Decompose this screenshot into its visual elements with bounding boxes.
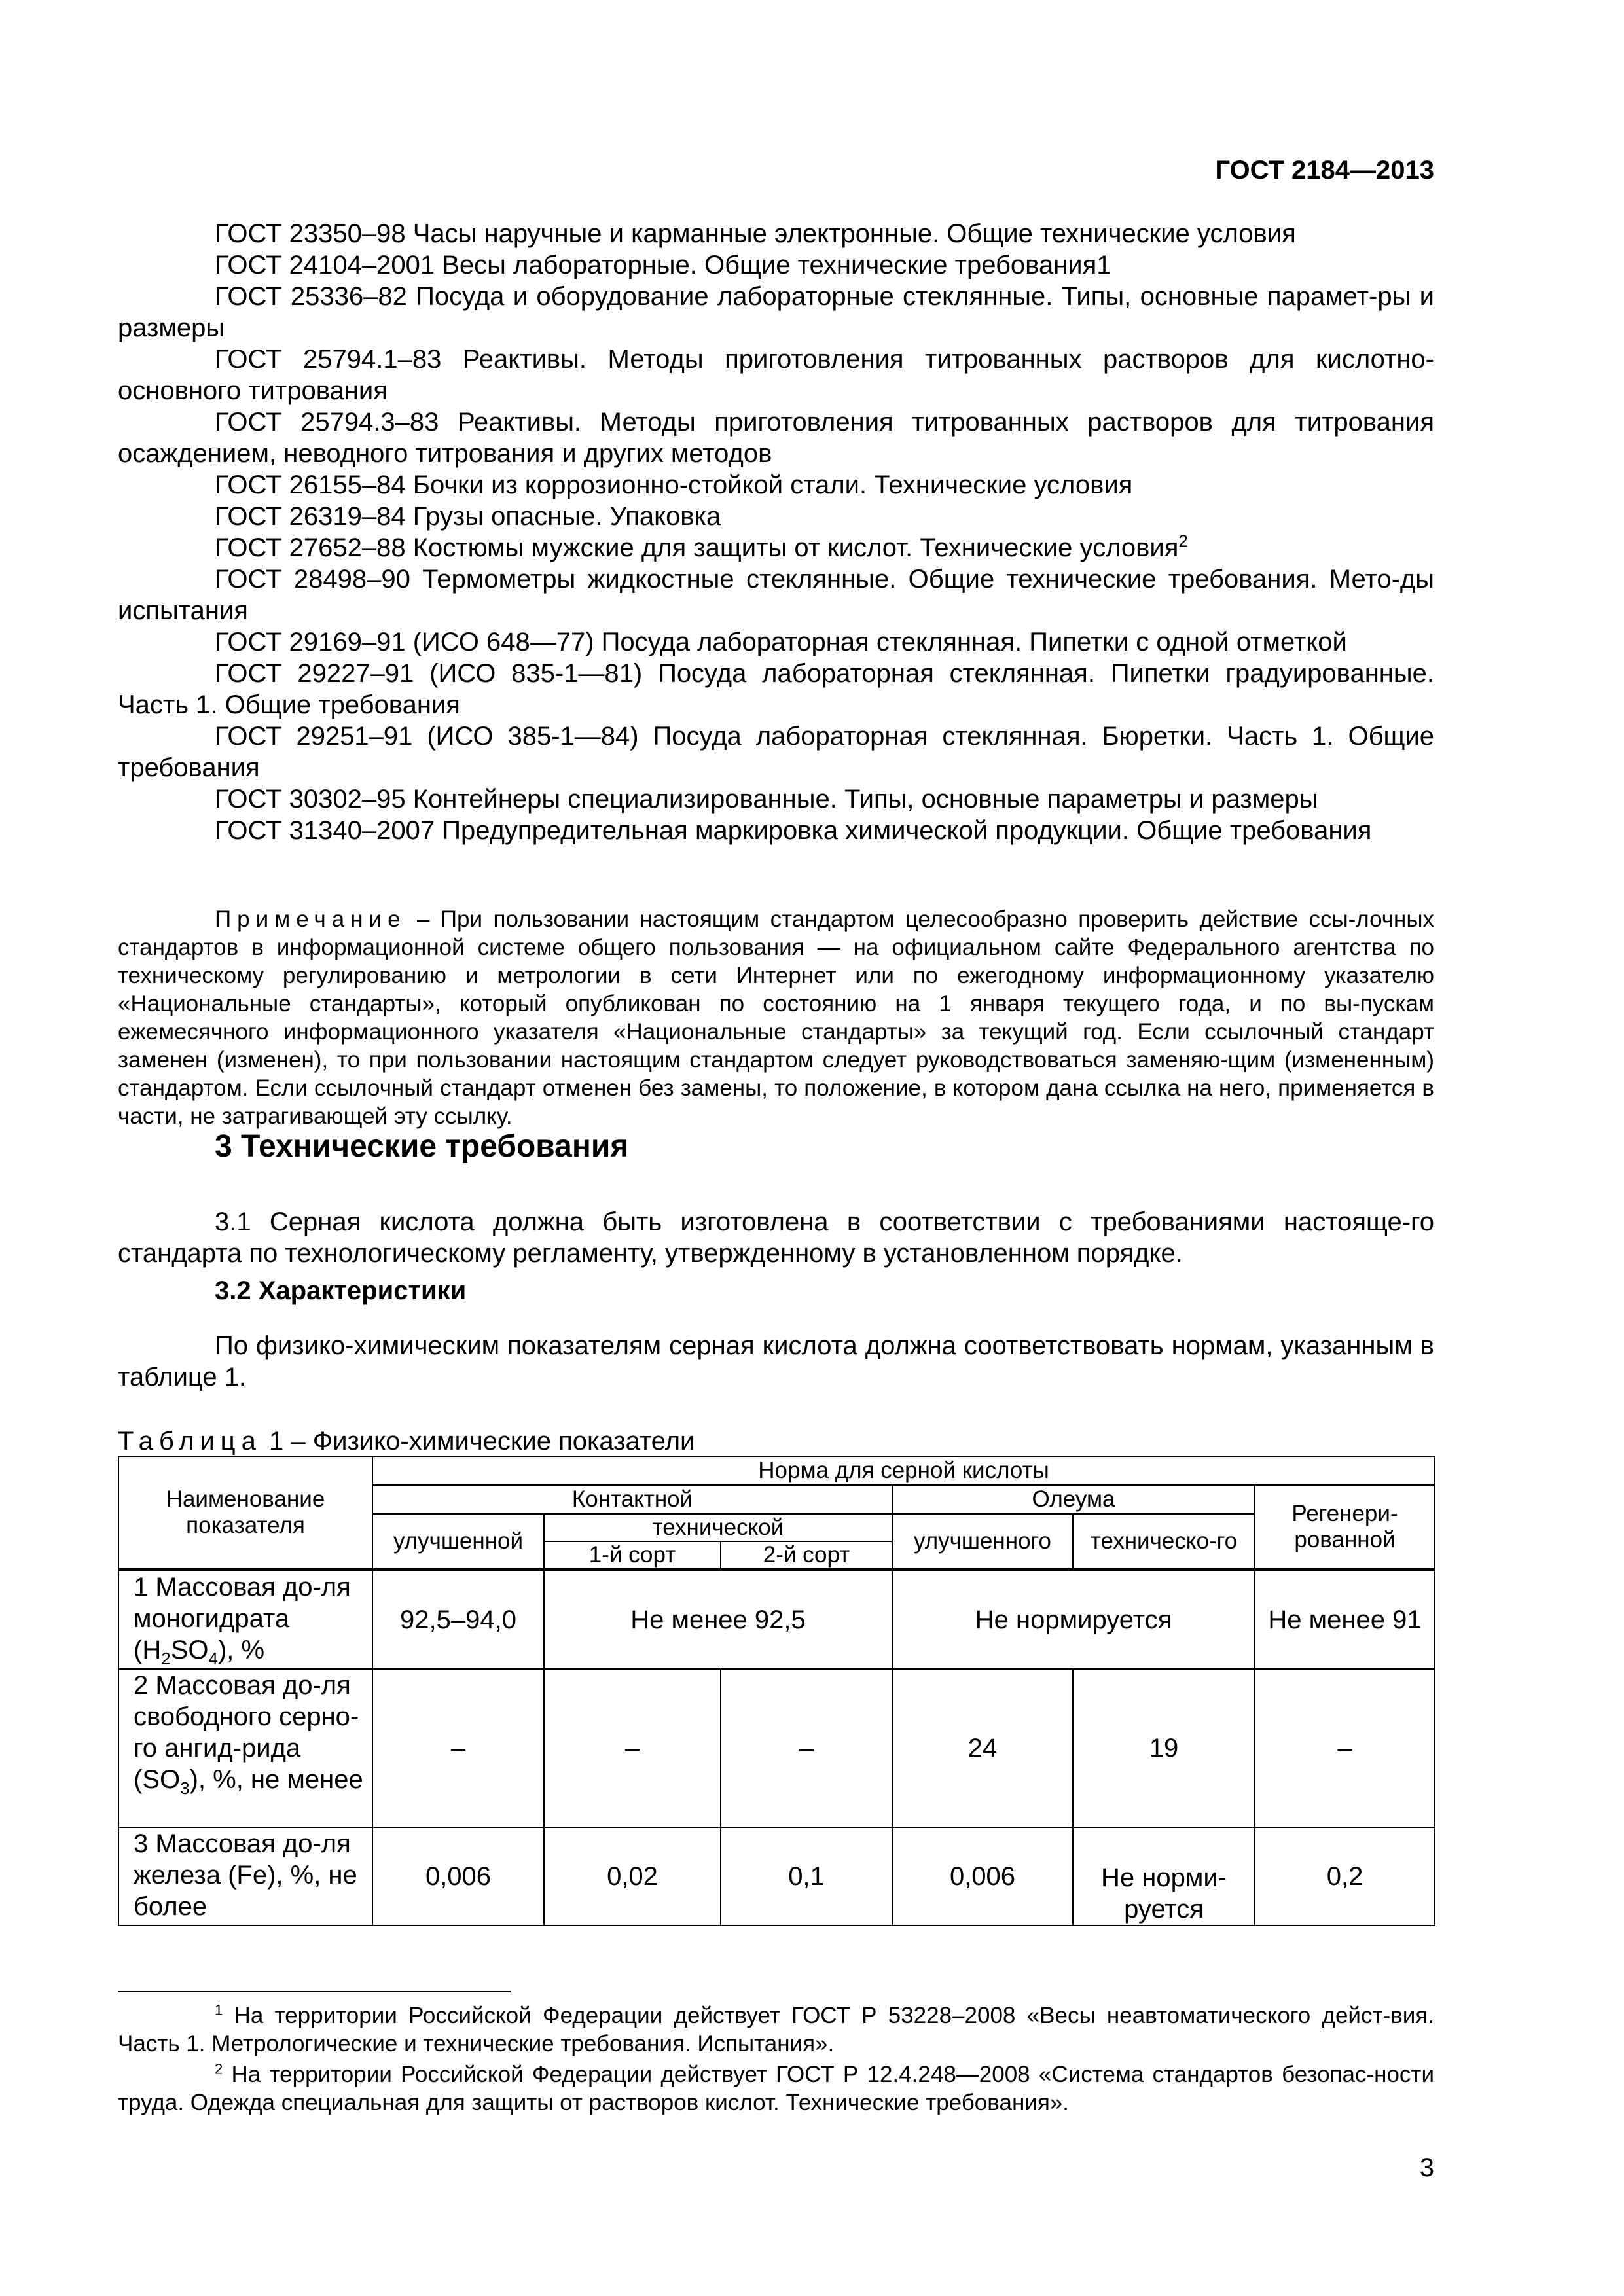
paragraph-3-2: По физико-химическим показателям серная кислота должна соответствовать нормам, указанным в таблице 1. <box>118 1331 1434 1391</box>
header-norm: Норма для серной кислоты <box>372 1456 1435 1485</box>
row-name-text: 1 Массовая до-ля моногидрата (H <box>134 1573 351 1664</box>
reference-item: ГОСТ 23350–98 Часы наручные и карманные электронные. Общие технические условия <box>215 219 1296 248</box>
section-heading: 3 Технические требования <box>215 1129 629 1164</box>
reference-item: ГОСТ 28498–90 Термометры жидкостные стеклянные. Общие технические требования. Мето-ды испытания <box>118 565 1434 625</box>
subscript: 2 <box>161 1649 171 1668</box>
header-technical-oleum: техническо-го <box>1073 1514 1255 1570</box>
cell-value: – <box>1255 1669 1435 1827</box>
header-oleum: Олеума <box>892 1485 1255 1514</box>
row-name-text: 2 Массовая до-ля свободного серно-го ангид-рида (SO <box>134 1671 359 1794</box>
cell-value: 0,006 <box>892 1827 1073 1926</box>
row-name-text: SO <box>170 1636 209 1664</box>
header-technical-contact: технической <box>544 1514 892 1541</box>
header-grade-1: 1-й сорт <box>544 1541 721 1570</box>
footnote-number: 2 <box>215 2060 223 2077</box>
reference-item: ГОСТ 24104–2001 Весы лабораторные. Общие технические требования1 <box>215 251 1111 279</box>
row-name <box>118 1570 372 1670</box>
footnote <box>118 2060 1434 2117</box>
cell-value: 19 <box>1073 1669 1255 1827</box>
cell-value: 0,1 <box>721 1827 892 1926</box>
cell-value: Не менее 92,5 <box>544 1570 892 1670</box>
cell-value: – <box>721 1669 892 1827</box>
note-label: Примечание <box>215 906 406 932</box>
cell-value: 0,2 <box>1255 1827 1435 1926</box>
subheading-3-2: 3.2 Характеристики <box>215 1276 467 1305</box>
table-row <box>118 1827 1435 1926</box>
reference-item: ГОСТ 29251–91 (ИСО 385-1—84) Посуда лабораторная стеклянная. Бюретки. Часть 1. Общие требования <box>118 722 1434 782</box>
reference-item: ГОСТ 25794.1–83 Реактивы. Методы приготовления титрованных растворов для кислотно-основного титрования <box>118 345 1434 405</box>
cell-value: Не нормируется <box>892 1570 1255 1670</box>
reference-item: ГОСТ 25336–82 Посуда и оборудование лабораторные стеклянные. Типы, основные парамет-ры и размеры <box>118 282 1434 342</box>
cell-value: – <box>372 1669 544 1827</box>
table-caption-label: Таблица <box>118 1427 262 1456</box>
row-name-text: ), %, не менее <box>189 1765 363 1794</box>
note-paragraph <box>118 905 1434 1130</box>
header-contact: Контактной <box>372 1485 892 1514</box>
reference-item: ГОСТ 29227–91 (ИСО 835-1—81) Посуда лабораторная стеклянная. Пипетки градуированные. Часть 1. Общие требования <box>118 659 1434 719</box>
footnote-divider <box>118 1991 511 1992</box>
cell-value: 92,5–94,0 <box>372 1570 544 1670</box>
footnote-number: 1 <box>215 2001 223 2018</box>
table-caption <box>118 1426 695 1457</box>
cell-value: 24 <box>892 1669 1073 1827</box>
reference-text: ГОСТ 27652–88 Костюмы мужские для защиты от кислот. Технические условия <box>215 533 1179 562</box>
footnote-text: На территории Российской Федерации действует ГОСТ Р 12.4.248—2008 «Система стандартов безопас-ности труда. Одежда специальная для защиты от растворов кислот. Технические требования». <box>118 2062 1434 2115</box>
table-row <box>118 1669 1435 1827</box>
subscript: 3 <box>180 1778 190 1798</box>
table-row <box>118 1570 1435 1670</box>
reference-item: ГОСТ 26319–84 Грузы опасные. Упаковка <box>215 502 721 531</box>
cell-value: 0,006 <box>372 1827 544 1926</box>
footnote-text: На территории Российской Федерации действует ГОСТ Р 53228–2008 «Весы неавтоматического дейст-вия. Часть 1. Метрологические и технические требования. Испытания». <box>118 2003 1434 2056</box>
footnote-ref: 2 <box>1178 531 1188 551</box>
header-name: Наименование показателя <box>118 1456 372 1570</box>
doc-header: ГОСТ 2184—2013 <box>1215 156 1434 185</box>
paragraph-3-1: 3.1 Серная кислота должна быть изготовлена в соответствии с требованиями настояще-го стандарта по технологическому регламенту, утвержденному в установленном порядке. <box>118 1208 1434 1268</box>
reference-item: ГОСТ 26155–84 Бочки из коррозионно-стойкой стали. Технические условия <box>215 471 1133 499</box>
reference-item: ГОСТ 25794.3–83 Реактивы. Методы приготовления титрованных растворов для титрования осаждением, неводного титрования и других методов <box>118 408 1434 468</box>
cell-value: – <box>544 1669 721 1827</box>
footnote <box>118 2001 1434 2058</box>
subscript: 4 <box>208 1649 218 1668</box>
reference-item: ГОСТ 30302–95 Контейнеры специализированные. Типы, основные параметры и размеры <box>215 785 1318 814</box>
row-name <box>118 1669 372 1827</box>
header-grade-2: 2-й сорт <box>721 1541 892 1570</box>
reference-item: ГОСТ 29169–91 (ИСО 648—77) Посуда лабораторная стеклянная. Пипетки с одной отметкой <box>215 628 1347 656</box>
cell-value: Не норми-руется <box>1073 1827 1255 1926</box>
cell-value: Не менее 91 <box>1255 1570 1435 1670</box>
cell-value: 0,02 <box>544 1827 721 1926</box>
header-regenerated: Регенери-рованной <box>1255 1485 1435 1570</box>
note-text: – При пользовании настоящим стандартом целесообразно проверить действие ссы-лочных стандартов в информационной системе общего пользования — на официальном сайте Федерального агентства по техническому регулированию и метрологии в сети Интернет или по ежегодному информационному указателю «Национальные стандарты», который опубликован по состоянию на 1 января текущего года, и по вы-пускам ежемесячного информационного указателя «Национальные стандарты» за текущий год. Если ссылочный стандарт заменен (изменен), то при пользовании настоящим стандартом следует руководствоваться заменяю-щим (измененным) стандартом. Если ссылочный стандарт отменен без замены, то положение, в котором дана ссылка на него, применяется в части, не затрагивающей эту ссылку. <box>118 906 1434 1129</box>
header-improved-contact: улучшенной <box>372 1514 544 1570</box>
row-name-text: ), % <box>217 1636 265 1664</box>
reference-list <box>118 218 1434 846</box>
header-improved-oleum: улучшенного <box>892 1514 1073 1570</box>
properties-table <box>118 1456 1435 1926</box>
reference-item <box>118 532 1434 564</box>
page-number: 3 <box>1419 2153 1434 2182</box>
table-caption-text: 1 – Физико-химические показатели <box>268 1427 695 1456</box>
row-name: 3 Массовая до-ля железа (Fe), %, не более <box>118 1827 372 1926</box>
reference-item: ГОСТ 31340–2007 Предупредительная маркировка химической продукции. Общие требования <box>215 816 1372 845</box>
